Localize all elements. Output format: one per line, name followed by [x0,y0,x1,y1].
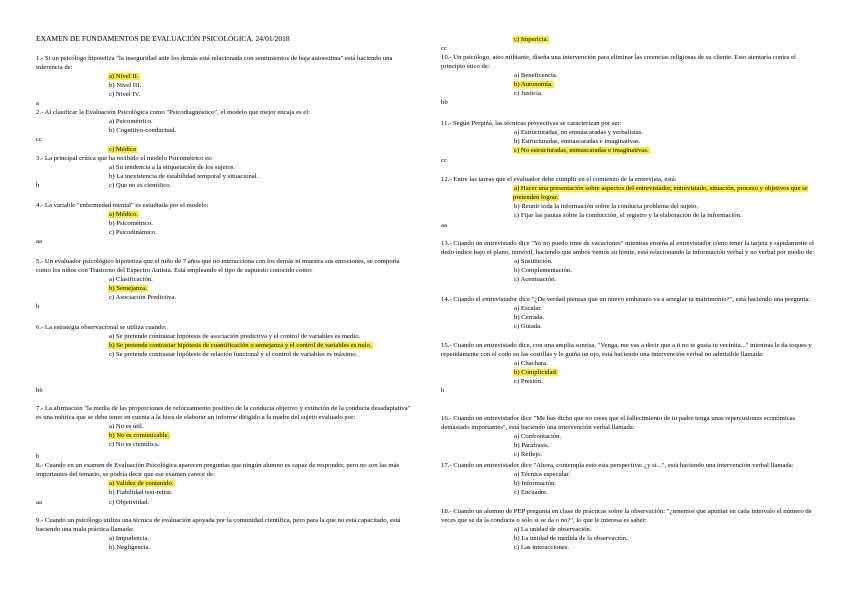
option-a-highlighted: a) Hacer una presentación sobre aspectos del entrevistador, entrevistado, situación, proceso y objetivos que se pretenden lograr. [513,184,808,201]
handwritten-answer: aa [36,499,42,506]
question-5 [36,258,414,312]
question-7 [36,405,414,450]
question-stem: 12.- Entre las tareas que el evaluador debe cumplir en el comienzo de la entrevista, está: [441,176,677,183]
question-8-option-c [36,499,414,508]
handwritten-answer: a [36,99,39,107]
option-b-highlighted: b) Autonomía. [514,80,553,88]
handwritten-answer: b [36,302,40,310]
question-stem: 5.- Un evaluador psicológico hipotetiza que el niño de 7 años que no interacciona con los demás ni muestra sus emociones, se comporta como los niños con Trastorno del Espectro Autista. Está empleando el tipo de supuesto conocido como: [36,258,400,274]
left-column [36,0,414,600]
option-c: c) Presión. [514,377,543,385]
question-14 [441,296,821,332]
option-a: a) Sustitución. [514,257,553,265]
option-a: a) Se pretende contrastar hipótesis de asociación predictiva y el control de variables es medio. [109,332,361,340]
right-column [441,0,821,600]
option-a: a) Psicométrico. [109,117,153,125]
option-b: b) Nivel III. [109,81,142,89]
question-stem: 6.- La estrategia observacional se utiliza cuando: [36,324,167,331]
option-b-highlighted: b) Complicidad. [514,368,558,376]
handwritten-answer: b [441,386,445,394]
option-a: a) Estructuradas, no enmascaradas y verbalistas. [514,128,644,136]
option-c: c) Encuadre. [514,488,548,496]
option-a: a) Clasificación. [109,275,153,283]
option-c: c) Justicia. [514,89,543,97]
handwritten-answer: aa [441,222,447,229]
handwritten-answer: b [36,182,40,189]
exam-title: EXAMEN DE FUNDAMENTOS DE EVALUACIÓN PSICOLÓGICA. 24/01/2018 [36,34,290,43]
question-10 [441,54,821,108]
question-8 [36,462,414,498]
option-a-highlighted: a) Nivel II. [109,72,139,80]
option-b: b) Estructuradas, enmascaradas e imaginativas. [514,137,641,145]
question-stem: 2.- Al clasificar la Evaluación Psicológica como "Psicodiagnóstico", el modelo que mejor encaja es el: [36,109,310,116]
question-9 [36,517,414,553]
question-stem: 17.- Cuando un entrevistador dice "Ahora, contempla esto esta perspectiva: ¿y si...", está haciendo una intervención verbal llamada: [441,462,794,469]
question-stem: 11.- Según Perpiñá, las técnicas proyectivas se caracterizan por ser: [441,120,622,127]
option-a: a) La unidad de observación. [514,525,592,533]
question-9-option-c [441,36,821,54]
handwritten-answer: cc [441,157,447,164]
option-a: a) Beneficencia. [514,71,558,79]
question-16 [441,415,821,460]
option-a-highlighted: a) Médico. [109,210,138,218]
question-stem: 8.- Cuando en un examen de Evaluación Psicológica aparecen preguntas que ningún alumno es capaz de responder, pero no son las más importantes del temario, se podría decir que ese examen carece de: [36,462,400,478]
option-b: b) Cognitivo-conductual. [109,126,177,134]
handwritten-answer: b [36,453,40,460]
option-c: c) Acentuación. [514,275,556,283]
question-12 [441,176,821,221]
option-c: c) Se pretende contrastar hipótesis de relación funcional y el control de variables es máximo. [109,350,358,358]
option-c-highlighted: c) Médico [109,146,137,153]
option-a: a) Su tendencia a la etiquetación de los sujetos. [109,163,236,171]
handwritten-answer: cc [441,44,447,52]
option-a: a) Escalar. [514,304,542,312]
option-b-highlighted: b) No es comunicable. [109,431,170,439]
question-stem: 15.- Cuando un entrevistado dice, con una amplia sonrisa, "Venga, me vas a decir que a ti no te gusta tu vecinita..." mientras le da toques y repetidamente con el codo en las costillas y le guiña un ojo, está haciendo una intervención verbal no admisible llamada: [441,342,812,358]
option-b: b) Información. [514,479,556,487]
handwritten-answer: bb [36,387,43,394]
question-6 [36,324,414,360]
option-b: b) La unidad de medida de la observación. [514,534,628,542]
option-b: b) Reunir toda la información sobre la conducta problema del sujeto. [514,202,699,210]
option-c: c) No es científica. [109,440,160,448]
question-stem: 9.- Cuando un psicólogo utiliza una técnica de evaluación apoyada por la comunidad científica, pero para la que no está capacitado, está haciendo una mala práctica llamada: [36,517,401,533]
question-17 [441,462,821,498]
question-1 [36,55,414,109]
option-b: b) Negligencia. [109,543,151,551]
question-3 [36,155,414,191]
option-c-highlighted: c) No estructuradas, enmascaradas e imaginativas. [514,146,649,154]
option-c: c) Nivel IV. [109,90,141,98]
question-15 [441,342,821,396]
question-11 [441,120,821,156]
option-c: c) Reflejo. [514,450,543,458]
question-18 [441,508,821,553]
question-2-option-c [36,146,414,155]
option-c: c) Objetividad. [109,499,150,506]
question-stem: 16.- Cuando un entrevistador dice "Me has dicho que no crees que el fallecimiento de tu padre tenga unas repercusiones económicas demasiado importantes", está haciendo una intervención verbal llamada: [441,415,796,431]
option-c: c) Asociación Predictiva. [109,293,177,301]
question-4 [36,202,414,247]
question-stem: 3.- La principal crítica que ha recibido el modelo Psicométrico es: [36,155,213,162]
option-b-highlighted: b) Semejanza. [109,284,147,292]
option-b: b) La inexistencia de estabilidad temporal y situacional. [109,172,259,180]
option-c: c) Las interacciones. [514,543,570,551]
question-stem: 18.- Cuando un alumno de PEP pregunta en clase de prácticas sobre la observación: "¿tenemos que apuntar en cada intervalo el número de veces que se da la conducta o sólo si se da o no?", lo que le interesa es saber: [441,508,812,524]
option-a: a) Impudencia. [109,534,150,542]
option-c: c) Guiada. [514,322,542,330]
question-2 [36,109,414,145]
question-stem: 14.- Cuando el entrevistador dice "¿De verdad piensas que un nuevo embarazo va a arreglar tu matrimonio?", está haciendo una pregunta: [441,296,811,303]
option-c: c) Psicodinámico. [109,228,157,236]
option-c: c) Fijar las pautas sobre la conducción, el registro y la elaboración de la información. [514,211,742,219]
option-a: a) Confrontación. [514,432,562,440]
question-stem: 13.- Cuando un entrevistado dice "Yo no puedo irme de vacaciones" mientras enseña al entrevistador cómo tener la tarjeta y rápidamente el dedo índice bajo el plano, inmóvil, haciendo que ambos vemos su frente, está relacionando la información verbal y no verbal por medio de: [441,240,815,256]
option-a: a) Técnica especular. [514,470,571,478]
option-b: b) Psicométrico. [109,219,153,227]
option-b-highlighted: b) Se pretende contrastar hipótesis de cuantificación o semejanza y el control de variables es nulo. [109,341,372,349]
question-stem: 4.- La variable "enfermedad mental" es estudiada por el modelo: [36,202,209,209]
question-stem: 1.- Si un psicólogo hipotetiza "la inseguridad ante los demás está relacionada con sentimientos de baja autoestima" está haciendo una inferencia de: [36,55,393,71]
question-13 [441,240,821,285]
option-c-highlighted: c) Impericia. [514,36,549,43]
option-a-highlighted: a) Validez de contenido. [109,479,174,487]
handwritten-answer: aa [36,237,42,245]
question-stem: 7.- La afirmación "la media de las proporciones de reforzamiento positivo de la conducta objetivo y extinción de la conducta desadaptativa" es una métrica que se debe tener en cuenta a la hora de elaborar un informe dirigido a la madre del sujeto evaluado por: [36,405,411,421]
handwritten-answer: bb [441,98,448,106]
option-b: b) Complementación. [514,266,572,274]
handwritten-answer: cc [36,135,42,143]
option-c: c) Que no es científico. [109,181,172,189]
option-a: a) No es útil. [109,422,144,430]
option-a: a) Chachara. [514,359,548,367]
question-stem: 10.- Un psicólogo, ateo militante, diseña una intervención para eliminar las creencias religiosas de su cliente. Esto atentaría contra el principio ético de: [441,54,796,70]
option-b: b) Paráfrasis. [514,441,550,449]
option-b: b) Cerrada. [514,313,545,321]
option-b: b) Fiabilidad test-retest. [109,488,173,496]
